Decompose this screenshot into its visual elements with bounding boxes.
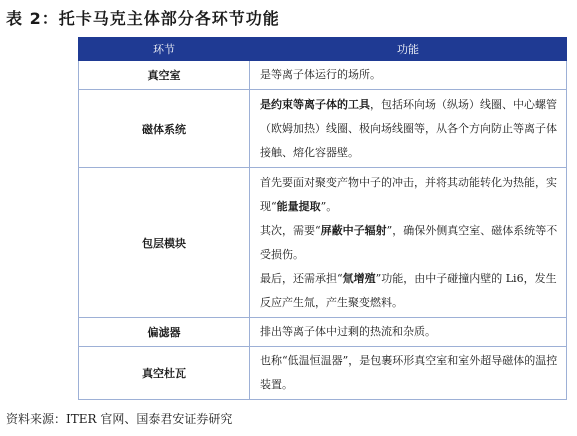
function-text: ，包括环向场（纵场）线圈、中心螺管（欧姆加热）线圈、极向场线圈等，从各个方向防止等离子体接触、熔化容器壁。 [260,97,557,159]
function-paragraph [260,267,558,315]
emphasis-text: 能量提取 [276,199,321,213]
table-row [79,90,567,168]
table-title: 表 2：托卡马克主体部分各环节功能 [6,9,280,28]
function-text: 也称“低温恒温器”，是包裹环形真空室和室外超导磁体的温控装置。 [260,354,558,391]
table-header-row [79,38,567,61]
function-paragraph [260,320,558,344]
segment-function [250,61,567,90]
segment-name: 真空杜瓦 [79,347,250,400]
function-paragraph [260,219,558,267]
header-function: 功能 [250,38,567,61]
segment-function [250,90,567,168]
segment-function [250,347,567,400]
emphasis-text: 屏蔽中子辐射 [320,223,387,237]
function-text: 是等离子体运行的场所。 [260,68,381,81]
function-text: 排出等离子体中过剩的热流和杂质。 [260,325,436,338]
function-paragraph [260,349,558,397]
segment-function [250,318,567,347]
function-paragraph [260,171,558,219]
table-row [79,61,567,90]
emphasis-text: 是约束等离子体的工具 [260,97,370,111]
table-row [79,318,567,347]
table-row [79,347,567,400]
function-paragraph [260,63,558,87]
table-body [79,61,567,400]
function-table [78,37,567,400]
header-segment: 环节 [79,38,250,61]
function-paragraph [260,93,558,165]
function-text: 最后，还需承担“ [260,271,343,285]
segment-name: 偏滤器 [79,318,250,347]
table-row [79,168,567,318]
function-text: ”。 [320,199,338,213]
segment-name: 包层模块 [79,168,250,318]
function-text: ”功能，由中子碰撞内壁的 Li6，发生反应产生氚，产生聚变燃料。 [260,271,557,309]
segment-name: 磁体系统 [79,90,250,168]
function-text: 其次，需要“ [260,223,321,237]
source-note: 资料来源：ITER 官网、国泰君安证券研究 [6,412,233,426]
function-text: ”，确保外侧真空室、磁体系统等不受损伤。 [260,223,558,261]
segment-name: 真空室 [79,61,250,90]
emphasis-text: 氚增殖 [342,271,376,285]
segment-function [250,168,567,318]
function-text: 首先要面对聚变产物中子的冲击，并将其动能转化为热能，实现“ [260,175,557,213]
